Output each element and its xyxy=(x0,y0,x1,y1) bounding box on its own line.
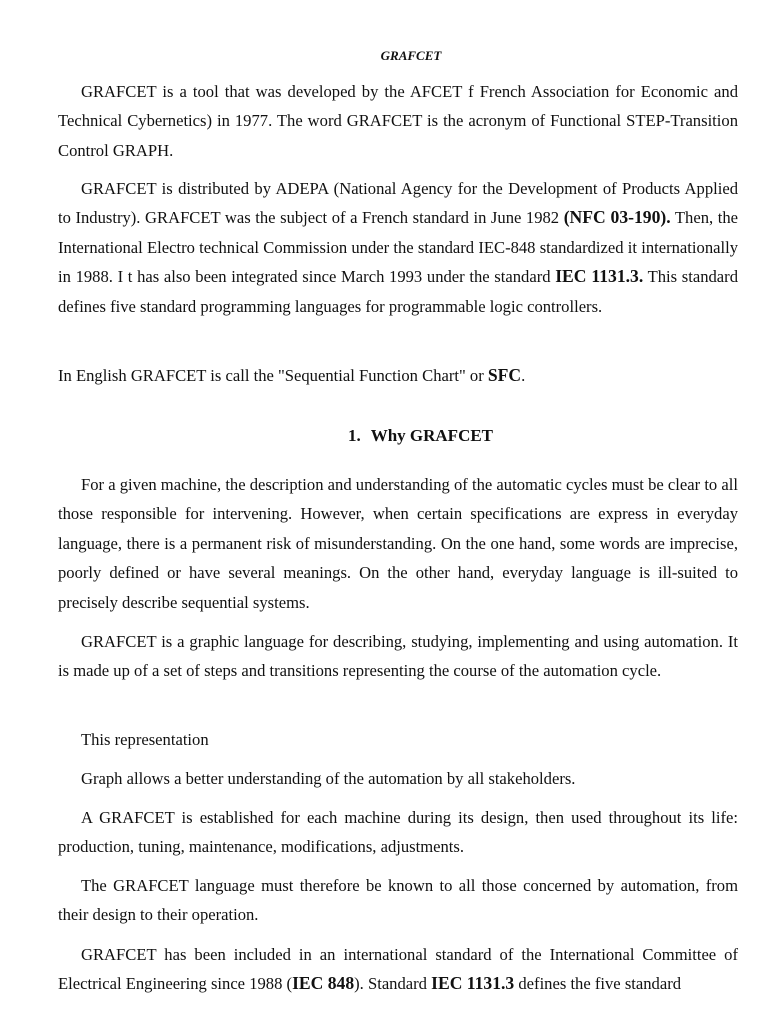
intro-paragraph-2-text-1: GRAFCET is distributed by ADEPA (National Agency for the Development of Products Applied to Industry). GRAFCET was the subject of a French standard in June 1982 xyxy=(58,179,738,228)
section1-paragraph-2: GRAFCET is a graphic language for describing, studying, implementing and using automation. It is made up of a set of steps and transitions representing the course of the automation cycle. xyxy=(58,632,738,681)
section1-paragraph-3: This representation xyxy=(81,730,209,749)
section1-paragraph-1: For a given machine, the description and understanding of the automatic cycles must be clear to all those responsible for intervening. However, when certain specifications are express in everyday language, there is a permanent risk of misunderstanding. On the one hand, some words are imprecise, poorly defined or have several meanings. On the other hand, everyday language is ill-suited to precisely describe sequential systems. xyxy=(58,475,738,612)
section1-paragraph-7-text-3: defines the five standard xyxy=(514,974,682,994)
intro-paragraph-3-text-2: . xyxy=(521,366,526,385)
section1-paragraph-7-text-1: GRAFCET has been included in an international standard of the International Committee of Electrical Engineering since 1988 ( xyxy=(58,945,738,994)
intro-paragraph-2-text-3: This standard defines five standard programming languages for programmable logic controllers. xyxy=(58,267,738,316)
sfc-abbreviation: SFC xyxy=(487,365,522,385)
section1-paragraph-7-text-2: ). Standard xyxy=(354,974,432,994)
intro-paragraph-1: GRAFCET is a tool that was developed by the AFCET f French Association for Economic and Technical Cybernetics) in 1977. The word GRAFCET is the acronym of Functional STEP-Transition Control GRAPH. xyxy=(58,82,738,160)
section1-paragraph-6: The GRAFCET language must therefore be known to all those concerned by automation, from their design to their operation. xyxy=(58,876,738,925)
section1-paragraph-4: Graph allows a better understanding of the automation by all stakeholders. xyxy=(81,769,576,788)
standard-iec-1131-reference: IEC 1131.3. xyxy=(555,266,644,287)
document-header-title: GRAFCET xyxy=(380,48,442,63)
intro-paragraph-3-text-1: In English GRAFCET is call the "Sequential Function Chart" or xyxy=(58,366,488,385)
intro-paragraph-3 xyxy=(58,361,738,390)
intro-paragraph-2-text-2: Then, the International Electro technical Commission under the standard IEC-848 standardized it internationally in 1988. I t has also been integrated since March 1993 under the standard xyxy=(58,208,738,287)
section1-paragraph-7 xyxy=(58,940,738,999)
section-title: Why GRAFCET xyxy=(370,426,494,445)
standard-nfc-reference: (NFC 03-190). xyxy=(563,207,671,228)
section1-paragraph-5: A GRAFCET is established for each machine during its design, then used throughout its life: production, tuning, maintenance, modifications, adjustments. xyxy=(58,808,738,857)
intro-paragraph-2 xyxy=(58,174,738,321)
standard-iec-1131-3-reference: IEC 1131.3 xyxy=(431,973,515,994)
standard-iec-848-reference: IEC 848 xyxy=(292,973,355,994)
section-heading-why-grafcet xyxy=(58,424,768,448)
section-number: 1. xyxy=(347,426,361,445)
